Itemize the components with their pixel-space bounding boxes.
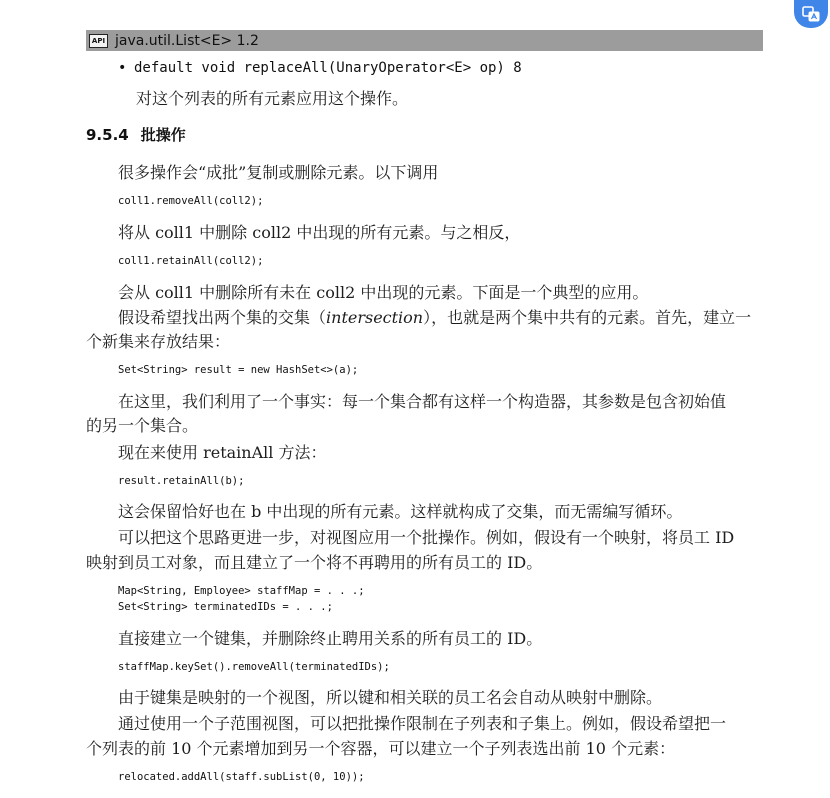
method-signature-text: default void replaceAll(UnaryOperator<E> op) 8: [134, 60, 522, 76]
paragraph: 很多操作会“成批”复制或删除元素。以下调用: [118, 163, 439, 182]
paragraph-part: 假设希望找出两个集的交集（: [118, 308, 327, 327]
translate-icon: [802, 6, 820, 22]
method-signature: [118, 60, 522, 76]
paragraph: 会从 coll1 中删除所有未在 coll2 中出现的元素。下面是一个典型的应用。: [118, 283, 649, 302]
code-line: Set<String> result = new HashSet<>(a);: [118, 364, 359, 376]
code-line: staffMap.keySet().removeAll(terminatedIDs);: [118, 661, 390, 673]
code-line: Set<String> terminatedIDs = . . .;: [118, 601, 333, 613]
paragraph: 映射到员工对象，而且建立了一个将不再聘用的所有员工的 ID。: [86, 553, 543, 572]
section-number: 9.5.4: [86, 126, 129, 144]
bullet-icon: •: [118, 60, 127, 76]
paragraph: 通过使用一个子范围视图，可以把批操作限制在子列表和子集上。例如，假设希望把一: [118, 714, 727, 733]
paragraph-part: ），也就是两个集中共有的元素。首先，建立一: [423, 308, 752, 327]
paragraph: 在这里，我们利用了一个事实：每一个集合都有这样一个构造器，其参数是包含初始值: [118, 392, 727, 411]
paragraph: 现在来使用 retainAll 方法：: [118, 443, 327, 462]
api-header-bar: [86, 30, 763, 51]
api-badge-icon: API: [89, 34, 108, 48]
paragraph: 个新集来存放结果：: [86, 332, 231, 351]
paragraph: 直接建立一个键集，并删除终止聘用关系的所有员工的 ID。: [118, 629, 543, 648]
section-title: 批操作: [140, 126, 186, 144]
paragraph: 个列表的前 10 个元素增加到另一个容器，可以建立一个子列表选出前 10 个元素：: [86, 739, 676, 758]
paragraph: 这会保留恰好也在 b 中出现的所有元素。这样就构成了交集，而无需编写循环。: [118, 502, 683, 521]
code-line: coll1.retainAll(coll2);: [118, 255, 264, 267]
code-line: relocated.addAll(staff.subList(0, 10));: [118, 771, 365, 783]
section-heading: [86, 124, 186, 145]
paragraph: 的另一个集合。: [86, 416, 199, 435]
paragraph: 由于键集是映射的一个视图，所以键和相关联的员工名会自动从映射中删除。: [118, 688, 663, 707]
code-line: Map<String, Employee> staffMap = . . .;: [118, 585, 365, 597]
paragraph: 将从 coll1 中删除 coll2 中出现的所有元素。与之相反，: [118, 223, 521, 242]
paragraph: 可以把这个思路更进一步，对视图应用一个批操作。例如，假设有一个映射，将员工 ID: [118, 528, 735, 547]
api-class-title: java.util.List<E> 1.2: [115, 32, 259, 49]
code-line: result.retainAll(b);: [118, 475, 245, 487]
emphasis-term: intersection: [326, 308, 424, 327]
paragraph: [118, 306, 751, 330]
code-line: coll1.removeAll(coll2);: [118, 195, 264, 207]
method-description: 对这个列表的所有元素应用这个操作。: [136, 89, 409, 108]
